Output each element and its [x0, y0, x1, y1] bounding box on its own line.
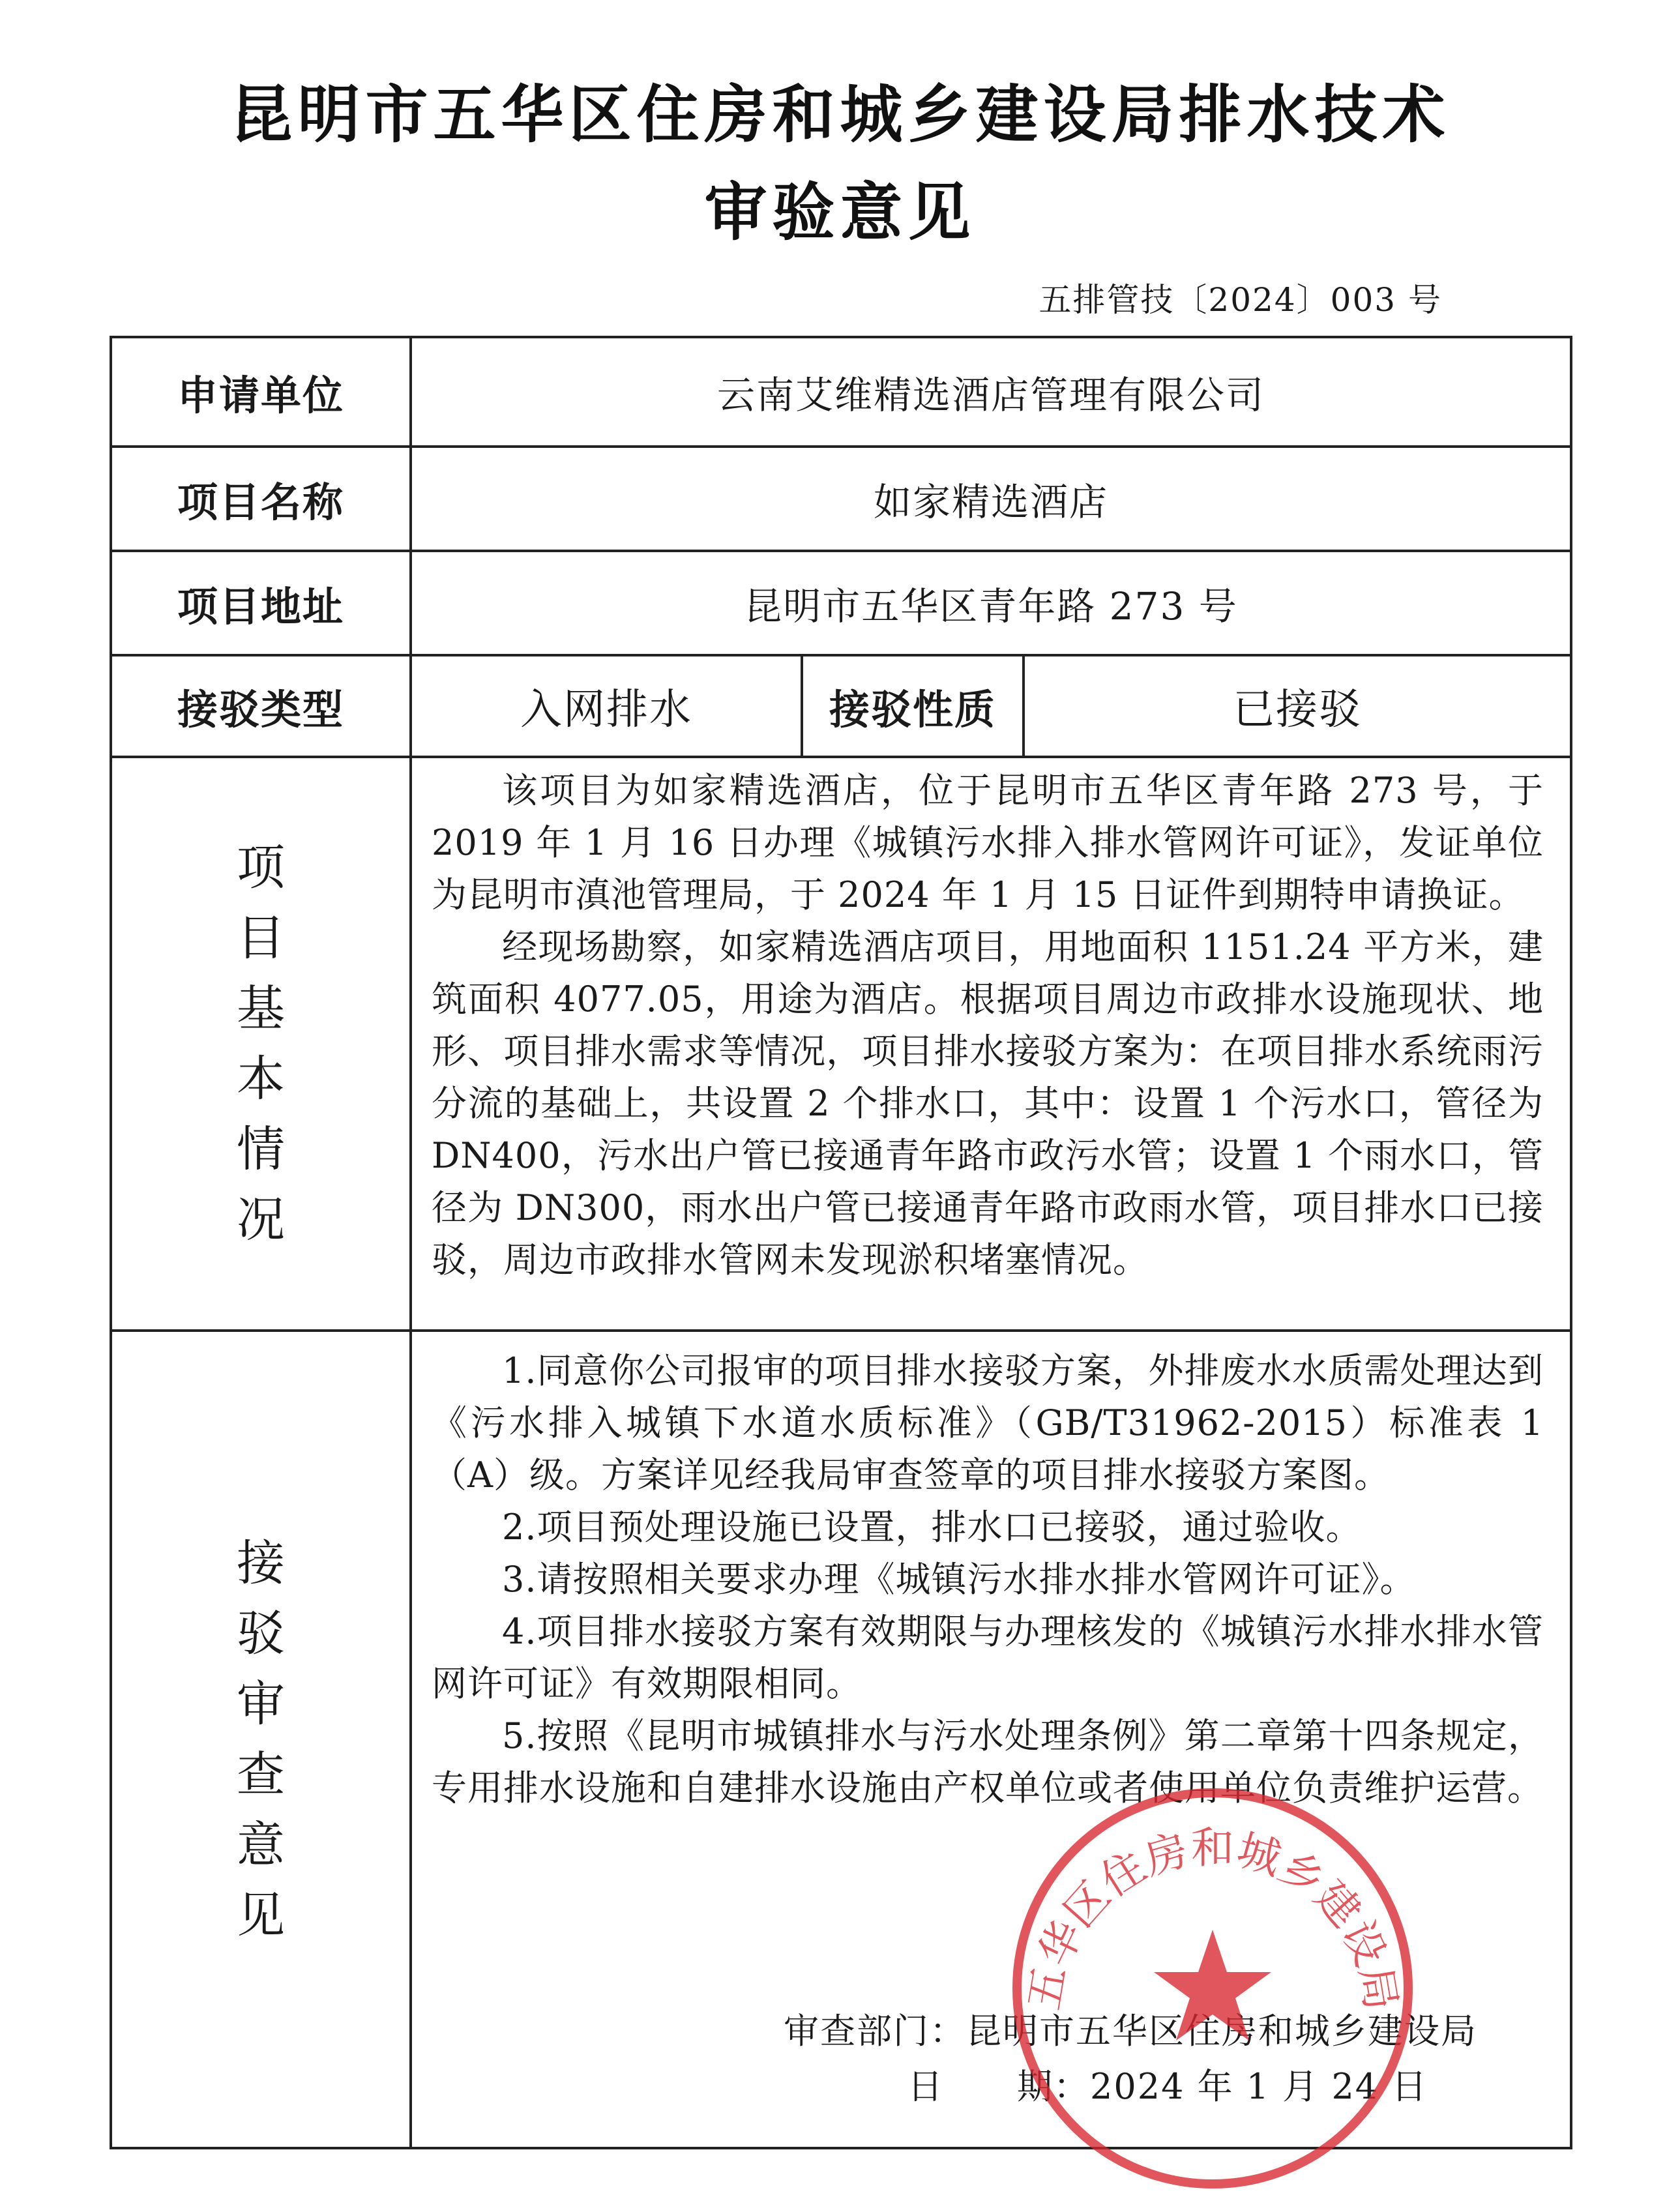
review-opinion-label — [111, 1331, 411, 2148]
row-basic-info — [111, 757, 1571, 1331]
basic-info-paragraph: 该项目为如家精选酒店，位于昆明市五华区青年路 273 号，于 2019 年 1 月 16 日办理《城镇污水排入排水管网许可证》，发证单位为昆明市滇池管理局，于 2024 年 1 月 15 日证件到期特申请换证。 — [432, 770, 1544, 915]
label-char: 基 — [237, 981, 285, 1037]
label-char: 见 — [237, 1887, 285, 1943]
label-char: 意 — [237, 1817, 285, 1873]
basic-info-paragraph: 经现场勘察，如家精选酒店项目，用地面积 1151.24 平方米，建筑面积 4077.05，用途为酒店。根据项目周边市政排水设施现状、地形、项目排水需求等情况，项目排水接驳方案为：在项目排水系统雨污分流的基础上，共设置 2 个排水口，其中：设置 1 个污水口，管径为 DN400，污水出户管已接通青年路市政污水管；设置 1 个雨水口，管径为 DN300，雨水出户管已接通青年路市政雨水管，项目排水口已接驳，周边市政排水管网未发现淤积堵塞情况。 — [432, 926, 1544, 1280]
connection-nature-value: 已接驳 — [1024, 655, 1571, 757]
connection-type-value: 入网排水 — [411, 655, 802, 757]
document-title-line2: 审验意见 — [704, 176, 976, 249]
basic-info-label — [111, 757, 411, 1331]
connection-nature-label: 接驳性质 — [802, 655, 1024, 757]
label-char: 情 — [237, 1121, 285, 1177]
label-char: 项 — [237, 840, 285, 896]
label-char: 查 — [237, 1747, 285, 1803]
label-char: 审 — [237, 1676, 285, 1732]
opinion-item: 4.项目排水接驳方案有效期限与办理核发的《城镇污水排水排水管网许可证》有效期限相同。 — [432, 1611, 1544, 1704]
review-date: 2024 年 1 月 24 日 — [1090, 2066, 1428, 2107]
label-char: 目 — [237, 910, 285, 966]
star-icon — [1154, 1930, 1271, 2041]
project-address-value: 昆明市五华区青年路 273 号 — [411, 551, 1571, 655]
label-char: 本 — [237, 1051, 285, 1107]
department-name: 昆明市五华区住房和城乡建设局 — [966, 2011, 1477, 2052]
opinion-item: 1.同意你公司报审的项目排水接驳方案，外排废水水质需处理达到《污水排入城镇下水道水质标准》（GB/T31962-2015）标准表 1（A）级。方案详见经我局审查签章的项目排水接驳方案图。 — [432, 1350, 1544, 1496]
opinion-item: 5.按照《昆明市城镇排水与污水处理条例》第二章第十四条规定，专用排水设施和自建排水设施由产权单位或者使用单位负责维护运营。 — [432, 1715, 1544, 1808]
applicant-label: 申请单位 — [111, 337, 411, 447]
row-connection — [111, 655, 1571, 757]
date-label: 日 期： — [907, 2066, 1090, 2107]
department-label: 审查部门： — [784, 2011, 966, 2052]
opinion-item: 3.请按照相关要求办理《城镇污水排水排水管网许可证》。 — [502, 1559, 1416, 1600]
document-title-line1: 昆明市五华区住房和城乡建设局排水技术 — [229, 78, 1451, 151]
seal-arc-text: 五华区住房和城乡建设局 — [1018, 1823, 1407, 2014]
basic-info-content — [411, 757, 1571, 1331]
row-applicant — [111, 337, 1571, 447]
project-name-label: 项目名称 — [111, 447, 411, 551]
applicant-value: 云南艾维精选酒店管理有限公司 — [411, 337, 1571, 447]
label-char: 接 — [237, 1535, 285, 1591]
row-project-name — [111, 447, 1571, 551]
opinion-item: 2.项目预处理设施已设置，排水口已接驳，通过验收。 — [502, 1507, 1362, 1548]
row-project-address — [111, 551, 1571, 655]
official-seal — [1004, 1780, 1421, 2197]
project-name-value: 如家精选酒店 — [411, 447, 1571, 551]
label-char: 况 — [237, 1192, 285, 1248]
project-address-label: 项目地址 — [111, 551, 411, 655]
label-char: 驳 — [237, 1606, 285, 1662]
connection-type-label: 接驳类型 — [111, 655, 411, 757]
document-number: 五排管技〔2024〕003 号 — [1039, 281, 1442, 319]
